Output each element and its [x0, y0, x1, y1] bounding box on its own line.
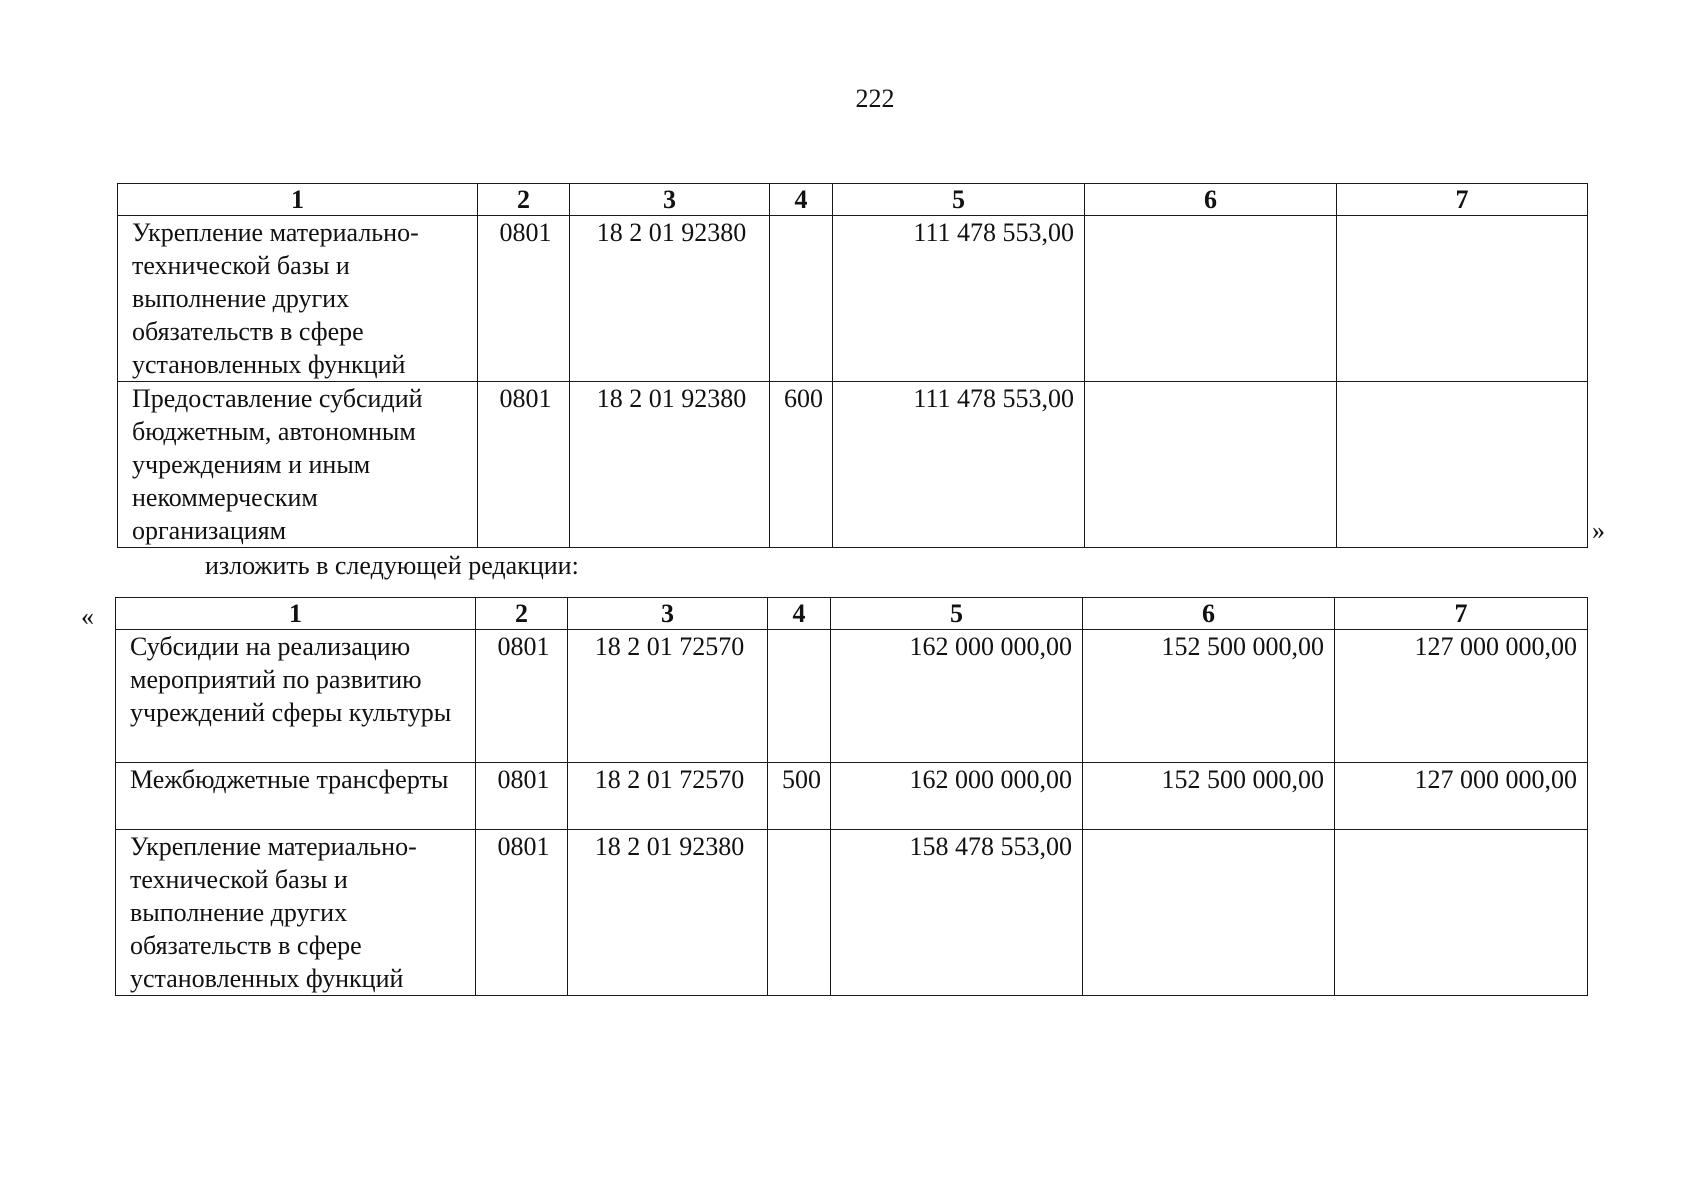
amount-year-3-cell: 127 000 000,00	[1335, 763, 1588, 830]
amount-year-2-cell	[1085, 382, 1337, 548]
column-header-5: 5	[831, 598, 1083, 630]
amount-year-3-cell	[1337, 216, 1588, 382]
column-header-1: 1	[116, 598, 476, 630]
table-row	[116, 830, 1588, 996]
column-header-7: 7	[1335, 598, 1588, 630]
amount-year-1-cell: 158 478 553,00	[831, 830, 1083, 996]
table-row	[118, 382, 1588, 548]
budget-table-new	[115, 597, 1588, 996]
row-name-cell: Укрепление материально-технической базы и выполнение других обязательств в сфере установленных функций	[116, 830, 476, 996]
amount-year-1-cell: 111 478 553,00	[833, 216, 1085, 382]
amount-year-2-cell	[1085, 216, 1337, 382]
column-header-6: 6	[1085, 184, 1337, 216]
target-code-cell: 18 2 01 92380	[570, 382, 770, 548]
expense-type-cell	[770, 216, 833, 382]
amount-year-2-cell: 152 500 000,00	[1083, 763, 1335, 830]
section-code-cell: 0801	[478, 382, 570, 548]
amount-year-1-cell: 162 000 000,00	[831, 630, 1083, 763]
section-code-cell: 0801	[478, 216, 570, 382]
opening-quote: «	[81, 602, 94, 631]
column-header-4: 4	[770, 184, 833, 216]
row-name-cell: Межбюджетные трансферты	[116, 763, 476, 830]
amount-year-1-cell: 162 000 000,00	[831, 763, 1083, 830]
amount-year-3-cell: 127 000 000,00	[1335, 630, 1588, 763]
table-row	[116, 630, 1588, 763]
amount-year-1-cell: 111 478 553,00	[833, 382, 1085, 548]
column-header-6: 6	[1083, 598, 1335, 630]
budget-table-old	[117, 183, 1588, 548]
target-code-cell: 18 2 01 92380	[570, 216, 770, 382]
expense-type-cell: 500	[768, 763, 831, 830]
closing-quote: »	[1592, 516, 1605, 545]
column-header-4: 4	[768, 598, 831, 630]
amount-year-3-cell	[1337, 382, 1588, 548]
column-header-2: 2	[478, 184, 570, 216]
section-code-cell: 0801	[476, 630, 568, 763]
amount-year-3-cell	[1335, 830, 1588, 996]
table-header-row	[116, 598, 1588, 630]
column-header-2: 2	[476, 598, 568, 630]
row-name-cell: Укрепление материально-технической базы и выполнение других обязательств в сфере установленных функций	[118, 216, 478, 382]
expense-type-cell: 600	[770, 382, 833, 548]
table-row	[116, 763, 1588, 830]
expense-type-cell	[768, 630, 831, 763]
target-code-cell: 18 2 01 72570	[568, 630, 768, 763]
amount-year-2-cell	[1083, 830, 1335, 996]
column-header-1: 1	[118, 184, 478, 216]
section-code-cell: 0801	[476, 830, 568, 996]
table-header-row	[118, 184, 1588, 216]
table-row	[118, 216, 1588, 382]
target-code-cell: 18 2 01 92380	[568, 830, 768, 996]
column-header-5: 5	[833, 184, 1085, 216]
column-header-3: 3	[568, 598, 768, 630]
instruction-text: изложить в следующей редакции:	[205, 551, 579, 580]
column-header-3: 3	[570, 184, 770, 216]
column-header-7: 7	[1337, 184, 1588, 216]
expense-type-cell	[768, 830, 831, 996]
amount-year-2-cell: 152 500 000,00	[1083, 630, 1335, 763]
target-code-cell: 18 2 01 72570	[568, 763, 768, 830]
row-name-cell: Предоставление субсидий бюджетным, автономным учреждениям и иным некоммерческим организациям	[118, 382, 478, 548]
page-number: 222	[855, 84, 895, 113]
row-name-cell: Субсидии на реализацию мероприятий по развитию учреждений сферы культуры	[116, 630, 476, 763]
section-code-cell: 0801	[476, 763, 568, 830]
